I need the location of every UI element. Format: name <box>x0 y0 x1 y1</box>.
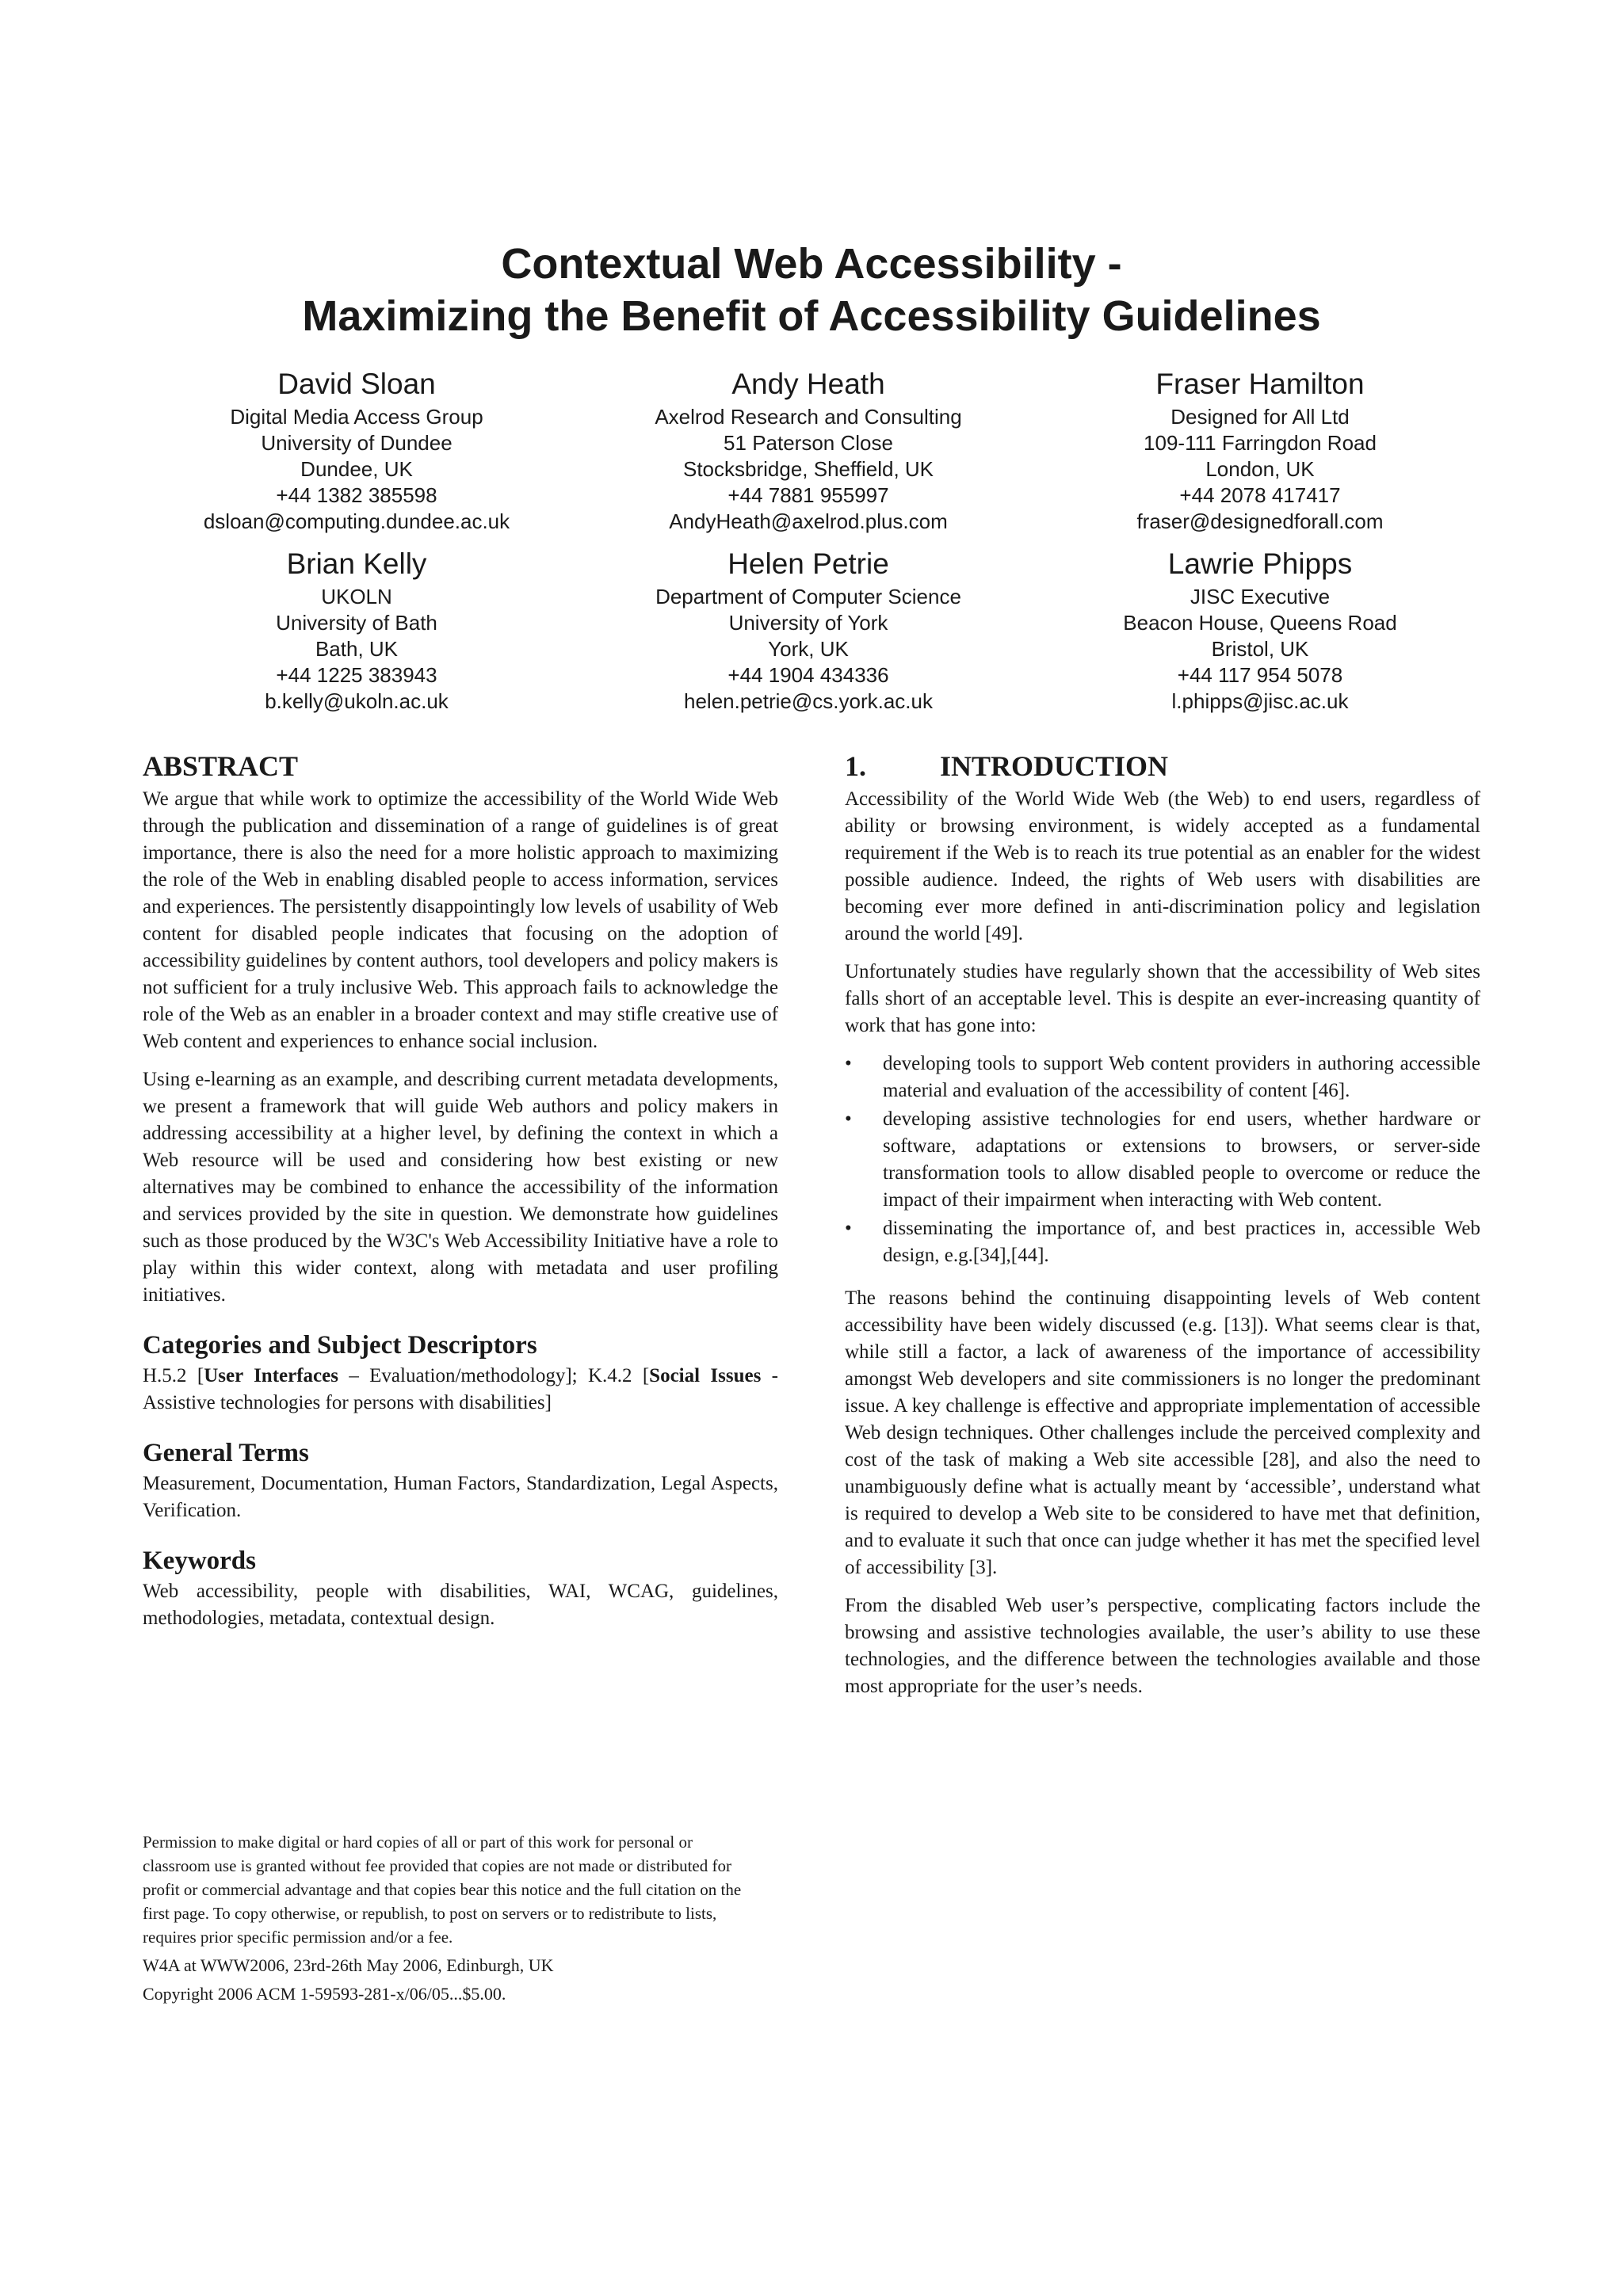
author-name: Brian Kelly <box>286 547 427 580</box>
introduction-bullet-list <box>845 1051 1480 1269</box>
author-card <box>135 546 579 715</box>
right-column <box>845 749 1480 1711</box>
author-institution: University of Dundee <box>261 431 453 455</box>
author-phone: +44 117 954 5078 <box>1177 663 1343 687</box>
copyright-line: Copyright 2006 ACM 1-59593-281-x/06/05...$5.00. <box>143 1984 506 2004</box>
paper-title-line-1: Contextual Web Accessibility - <box>501 240 1122 288</box>
author-email: dsloan@computing.dundee.ac.uk <box>203 509 510 533</box>
categories-text: H.5.2 [User Interfaces – Evaluation/methodology]; K.4.2 [Social Issues - Assistive technologies for persons with disabilities] <box>143 1365 778 1413</box>
author-phone: +44 1904 434336 <box>727 663 889 687</box>
category-social-issues: Social Issues <box>649 1365 762 1386</box>
introduction-paragraph: Accessibility of the World Wide Web (the Web) to end users, regardless of ability or browsing environment, is widely accepted as a fundamental requirement if the Web is to reach its true potential as an enabler for the widest possible audience. Indeed, the rights of Web users with disabilities are becoming ever more defined in anti-discrimination policy and legislation around the world [49]. <box>845 788 1480 944</box>
section-title: INTRODUCTION <box>940 750 1169 782</box>
author-card <box>1038 366 1482 535</box>
introduction-paragraph: Unfortunately studies have regularly shown that the accessibility of Web sites falls short of an acceptable level. This is despite an ever-increasing quantity of work that has gone into: <box>845 961 1480 1036</box>
list-item: • disseminating the importance of, and best practices in, accessible Web design, e.g.[34],[44]. <box>883 1215 1480 1269</box>
category-user-interfaces: User Interfaces <box>204 1365 338 1386</box>
author-phone: +44 2078 417417 <box>1179 483 1341 507</box>
author-affiliation: UKOLN <box>321 585 392 608</box>
author-name: Andy Heath <box>731 368 885 400</box>
author-institution: University of York <box>728 611 888 635</box>
author-address: 51 Paterson Close <box>724 431 893 455</box>
author-row-2 <box>135 546 1482 715</box>
abstract-paragraph: Using e-learning as an example, and describing current metadata developments, we present a framework that will guide Web authors and policy makers in addressing accessibility at a higher level, by defining the context in which a Web resource will be used and considering how best existing or new alternatives may be combined to enhance the accessibility of the information and services provided by the site in question. We demonstrate how guidelines such as those produced by the W3C's Web Accessibility Initiative have a role to play within this wider context, along with metadata and user profiling initiatives. <box>143 1069 778 1306</box>
author-address: 109-111 Farringdon Road <box>1144 431 1377 455</box>
author-location: Bristol, UK <box>1211 637 1309 661</box>
abstract-paragraph: We argue that while work to optimize the accessibility of the World Wide Web through the publication and dissemination of a range of guidelines is of great importance, there is also the need for a more holistic approach to maximizing the role of the Web in enabling disabled people to access information, services and experiences. The persistently disappointingly low levels of usability of Web content for disabled people indicates that focusing on the adoption of accessibility guidelines by content authors, tool developers and policy makers is not sufficient for a truly inclusive Web. This approach fails to acknowledge the role of the Web as an enabler in a broader context and may stifle creative use of Web content and experiences to enhance social inclusion. <box>143 788 778 1052</box>
paper-title-line-2: Maximizing the Benefit of Accessibility Guidelines <box>302 292 1321 340</box>
author-affiliation: Department of Computer Science <box>655 585 961 608</box>
author-email: helen.petrie@cs.york.ac.uk <box>684 689 933 713</box>
permission-notice <box>143 1830 745 2006</box>
author-card <box>135 366 579 535</box>
author-email: fraser@designedforall.com <box>1136 509 1384 533</box>
author-name: Lawrie Phipps <box>1167 547 1353 580</box>
abstract-heading: ABSTRACT <box>143 750 299 782</box>
author-block <box>135 366 1482 726</box>
author-affiliation: Designed for All Ltd <box>1170 405 1350 429</box>
keywords-text: Web accessibility, people with disabilities, WAI, WCAG, guidelines, methodologies, metadata, contextual design. <box>143 1581 778 1629</box>
author-phone: +44 1225 383943 <box>276 663 437 687</box>
author-location: London, UK <box>1205 457 1315 481</box>
author-name: David Sloan <box>277 368 436 400</box>
introduction-heading <box>845 749 1480 783</box>
author-email: l.phipps@jisc.ac.uk <box>1171 689 1349 713</box>
author-affiliation: Digital Media Access Group <box>230 405 483 429</box>
general-terms-heading: General Terms <box>143 1439 309 1467</box>
list-item: • developing tools to support Web content providers in authoring accessible material and evaluation of the accessibility of content [46]. <box>883 1051 1480 1104</box>
introduction-paragraph: From the disabled Web user’s perspective, complicating factors include the browsing and assistive technologies available, the user’s ability to use these technologies, and the difference between the technologies available and those most appropriate for the user’s needs. <box>845 1595 1480 1697</box>
author-phone: +44 7881 955997 <box>727 483 889 507</box>
author-card <box>1038 546 1482 715</box>
permission-text: Permission to make digital or hard copies of all or part of this work for personal or classroom use is granted without fee provided that copies are not made or distributed for profit or commercial advantage and that copies bear this notice and the full citation on the first page. To copy otherwise, or republish, to post on servers or to redistribute to lists, requires prior specific permission and/or a fee. <box>143 1833 742 1947</box>
categories-heading: Categories and Subject Descriptors <box>143 1331 537 1360</box>
author-location: York, UK <box>768 637 849 661</box>
bullet-icon: • <box>845 1053 852 1074</box>
section-number: 1. <box>845 750 866 782</box>
author-card <box>586 546 1030 715</box>
author-location: Stocksbridge, Sheffield, UK <box>682 457 934 481</box>
general-terms-text: Measurement, Documentation, Human Factors, Standardization, Legal Aspects, Verification. <box>143 1473 778 1521</box>
author-row-1 <box>135 366 1482 535</box>
paper-title <box>0 238 1623 342</box>
author-name: Fraser Hamilton <box>1155 368 1365 400</box>
author-location: Bath, UK <box>315 637 399 661</box>
author-institution: University of Bath <box>276 611 437 635</box>
introduction-paragraph: The reasons behind the continuing disappointing levels of Web content accessibility have been widely discussed (e.g. [13]). What seems clear is that, while still a factor, a lack of awareness of the importance of accessibility amongst Web developers and site commissioners is no longer the predominant issue. A key challenge is effective and appropriate implementation of accessible Web design techniques. Other challenges include the perceived complexity and cost of the task of making a Web site accessible [28], and also the need to unambiguously define what is actually meant by ‘accessible’, understand what is required to develop a Web site to be considered to have met that definition, and to evaluate it such that once can judge whether it has met the specified level of accessibility [3]. <box>845 1287 1480 1578</box>
keywords-heading: Keywords <box>143 1547 256 1575</box>
left-column <box>143 749 778 1643</box>
author-affiliation: Axelrod Research and Consulting <box>655 405 962 429</box>
author-name: Helen Petrie <box>727 547 889 580</box>
author-email: b.kelly@ukoln.ac.uk <box>265 689 449 713</box>
author-location: Dundee, UK <box>300 457 413 481</box>
author-card <box>586 366 1030 535</box>
bullet-icon: • <box>845 1108 852 1130</box>
author-email: AndyHeath@axelrod.plus.com <box>669 509 948 533</box>
conference-line: W4A at WWW2006, 23rd-26th May 2006, Edinburgh, UK <box>143 1955 554 1975</box>
list-item: • developing assistive technologies for end users, whether hardware or software, adaptations or extensions to browsers, or server-side transformation tools to allow disabled people to overcome or reduce the impact of their impairment when interacting with Web content. <box>883 1106 1480 1214</box>
author-phone: +44 1382 385598 <box>276 483 437 507</box>
author-affiliation: JISC Executive <box>1190 585 1331 608</box>
bullet-icon: • <box>845 1218 852 1239</box>
author-address: Beacon House, Queens Road <box>1123 611 1397 635</box>
